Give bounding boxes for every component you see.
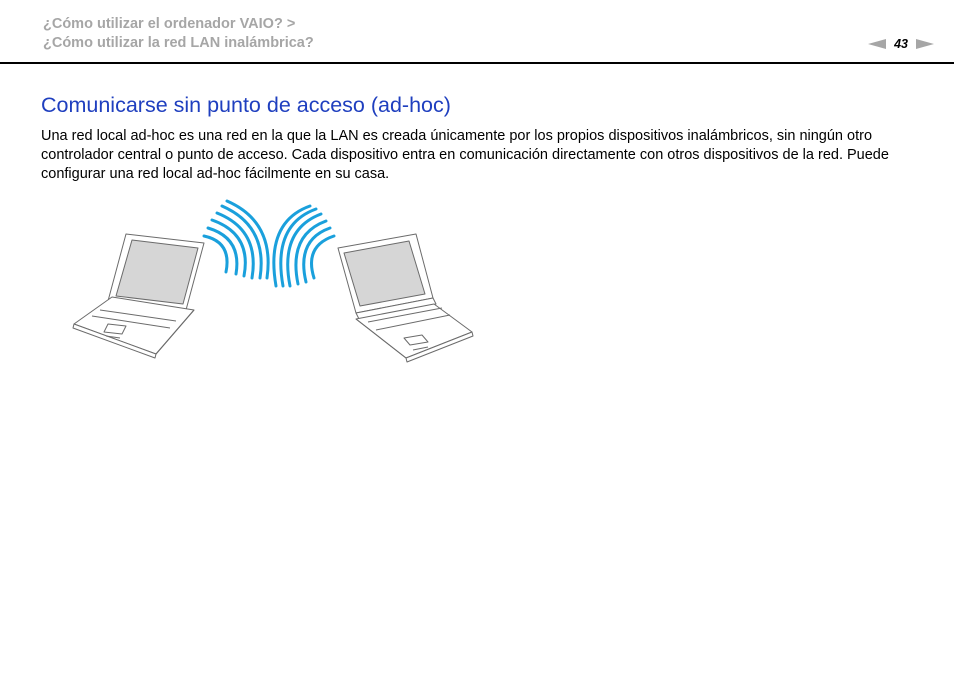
section-title: Comunicarse sin punto de acceso (ad-hoc) bbox=[41, 93, 451, 117]
left-signal-waves-icon bbox=[204, 201, 268, 278]
next-page-icon[interactable] bbox=[916, 39, 934, 49]
left-laptop-icon bbox=[73, 234, 204, 358]
adhoc-network-illustration bbox=[70, 198, 480, 368]
previous-page-icon[interactable] bbox=[868, 39, 886, 49]
right-laptop-icon bbox=[338, 234, 473, 362]
header-divider bbox=[0, 62, 954, 64]
right-signal-waves-icon bbox=[274, 206, 334, 286]
breadcrumb bbox=[43, 15, 314, 53]
page-number: 43 bbox=[894, 37, 908, 51]
page-navigation bbox=[868, 37, 934, 51]
breadcrumb-line-2[interactable]: ¿Cómo utilizar la red LAN inalámbrica? bbox=[43, 35, 314, 51]
section-body: Una red local ad-hoc es una red en la que la LAN es creada únicamente por los propios dispositivos inalámbricos, sin ningún otro controlador central o punto de acceso. Cada dispositivo entra en comunicación directamente con otros dispositivos de la red. Puede configurar una red local ad-hoc fácilmente en su casa. bbox=[41, 128, 889, 182]
breadcrumb-line-1[interactable]: ¿Cómo utilizar el ordenador VAIO? > bbox=[43, 16, 296, 32]
